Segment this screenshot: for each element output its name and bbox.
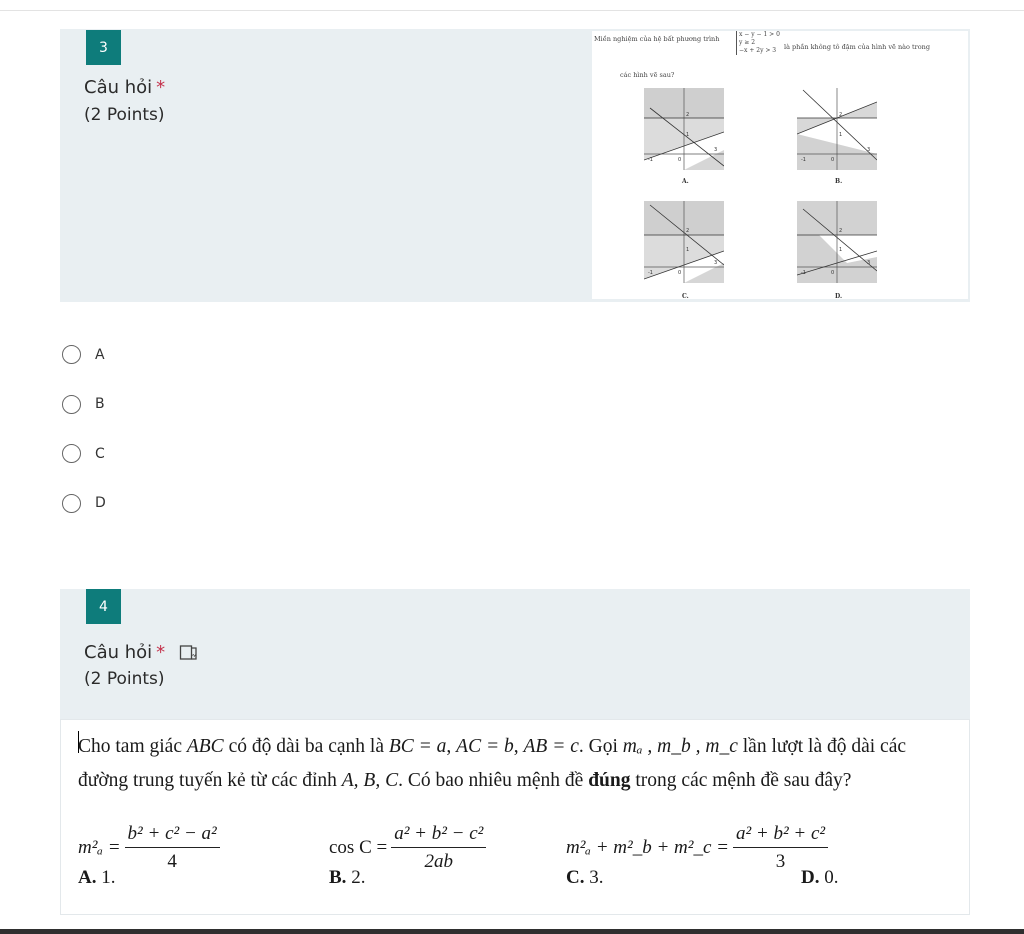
inequality-system	[736, 31, 780, 55]
required-mark: *	[156, 77, 166, 98]
answer-b	[329, 867, 365, 889]
image-prompt-line2: các hình vẽ sau?	[620, 71, 675, 79]
fraction	[733, 823, 828, 873]
required-mark: *	[156, 642, 166, 663]
fraction	[391, 823, 486, 873]
denominator: 2ab	[424, 851, 454, 872]
radio-button[interactable]	[62, 444, 81, 463]
graph-d-label: D.	[835, 293, 843, 299]
numerator: a² + b² − c²	[391, 823, 486, 848]
formula-lhs: m²ₐ + m²_b + m²_c =	[566, 837, 729, 858]
radio-button[interactable]	[62, 395, 81, 414]
option-label: B	[95, 396, 105, 413]
bottom-bar	[0, 929, 1024, 934]
answer-a	[78, 867, 115, 889]
svg-text:-1: -1	[648, 157, 653, 163]
question-number: 4	[86, 589, 121, 624]
radio-button[interactable]	[62, 345, 81, 364]
triangle-name: ABC	[186, 736, 224, 757]
svg-text:3: 3	[714, 260, 718, 266]
graph-b-label: B.	[835, 178, 843, 185]
graph-c	[644, 201, 724, 283]
text-part: trong các mệnh đề sau đây?	[630, 770, 852, 791]
question-3-image	[592, 31, 968, 299]
svg-text:2: 2	[686, 228, 690, 234]
graph-a-label: A.	[682, 178, 689, 185]
formula-3	[566, 823, 832, 873]
answer-value: 3.	[589, 867, 604, 888]
numerator: b² + c² − a²	[125, 823, 220, 848]
svg-text:2: 2	[839, 228, 843, 234]
inequality-2: y ≥ 2	[739, 39, 756, 46]
formula-lhs: cos C =	[329, 837, 388, 858]
answer-value: 0.	[824, 867, 839, 888]
answer-options	[62, 330, 106, 528]
question-4-content	[60, 719, 970, 915]
question-points: (2 Points)	[84, 105, 165, 125]
inequality-1: x − y − 1 > 0	[739, 31, 780, 38]
option-b[interactable]	[62, 380, 106, 430]
formula-1	[78, 823, 224, 873]
vertices: A, B, C	[341, 770, 399, 791]
svg-text:1: 1	[686, 247, 690, 253]
question-title	[84, 77, 165, 98]
svg-text:0: 0	[831, 157, 835, 163]
radio-button[interactable]	[62, 494, 81, 513]
side-ab: AB = c	[523, 736, 579, 757]
fraction	[125, 823, 220, 873]
svg-text:0: 0	[678, 270, 682, 276]
answer-key: D.	[801, 867, 820, 888]
svg-text:3: 3	[714, 147, 718, 153]
graph-c-label: C.	[682, 293, 689, 299]
question-number: 3	[86, 30, 121, 65]
answer-value: 2.	[351, 867, 366, 888]
question-title	[84, 642, 199, 663]
svg-text:-1: -1	[801, 157, 806, 163]
option-label: D	[95, 495, 106, 512]
question-title-text: Câu hỏi	[84, 642, 153, 663]
answer-key: C.	[566, 867, 585, 888]
svg-text:-1: -1	[801, 270, 806, 276]
answer-key: B.	[329, 867, 347, 888]
answer-value: 1.	[101, 867, 116, 888]
option-a[interactable]	[62, 330, 106, 380]
top-divider	[0, 10, 1024, 11]
svg-text:-1: -1	[648, 270, 653, 276]
graph-a	[644, 88, 724, 170]
medians: mₐ , m_b , m_c	[622, 736, 738, 757]
immersive-reader-icon[interactable]	[179, 643, 199, 663]
option-label: C	[95, 445, 105, 462]
svg-text:1: 1	[839, 132, 843, 138]
formula-2	[329, 823, 490, 873]
option-c[interactable]	[62, 429, 106, 479]
side-bc: BC = a	[388, 736, 447, 757]
answer-d	[801, 867, 838, 889]
text-part: có độ dài ba cạnh là	[223, 736, 389, 757]
svg-text:3: 3	[867, 260, 871, 266]
text-part: . Gọi	[578, 736, 623, 757]
svg-text:3: 3	[867, 147, 871, 153]
question-title-text: Câu hỏi	[84, 77, 153, 98]
graph-b	[797, 88, 877, 170]
answer-key: A.	[78, 867, 97, 888]
side-ac: AC = b	[456, 736, 514, 757]
emphasis-text: đúng	[588, 770, 631, 791]
image-prompt: Miền nghiệm của hệ bất phương trình	[594, 35, 720, 43]
answer-c	[566, 867, 603, 889]
svg-text:1: 1	[839, 247, 843, 253]
text-part: . Có bao nhiêu mệnh đề	[398, 770, 589, 791]
svg-text:0: 0	[831, 270, 835, 276]
svg-text:1: 1	[686, 132, 690, 138]
formula-lhs: m²ₐ =	[78, 837, 121, 858]
question-points: (2 Points)	[84, 669, 165, 689]
text-part: lần lượt là độ dài các đường trung tuyến kẻ từ các đỉnh	[78, 736, 907, 791]
inequality-3: −x + 2y > 3	[739, 47, 777, 54]
svg-text:0: 0	[678, 157, 682, 163]
denominator: 4	[167, 851, 177, 872]
question-text: Cho tam giác ABC có độ dài ba cạnh là BC = a, AC = b, AB = c. Gọi mₐ , m_b , m_c lần lượt là độ dài các đường trung tuyến kẻ từ các đỉnh A, B, C. Có bao nhiêu mệnh đề đúng trong các mệnh đề sau đây?	[78, 736, 907, 791]
option-label: A	[95, 346, 105, 363]
svg-text:2: 2	[686, 112, 690, 118]
numerator: a² + b² + c²	[733, 823, 828, 848]
denominator: 3	[775, 851, 786, 872]
image-prompt-end: là phần không tô đậm của hình vẽ nào trong	[784, 43, 930, 51]
text-part: Cho tam giác	[78, 736, 187, 757]
graph-d	[797, 201, 877, 283]
question-4-card	[60, 589, 970, 719]
option-d[interactable]	[62, 479, 106, 529]
svg-text:2: 2	[839, 112, 843, 118]
